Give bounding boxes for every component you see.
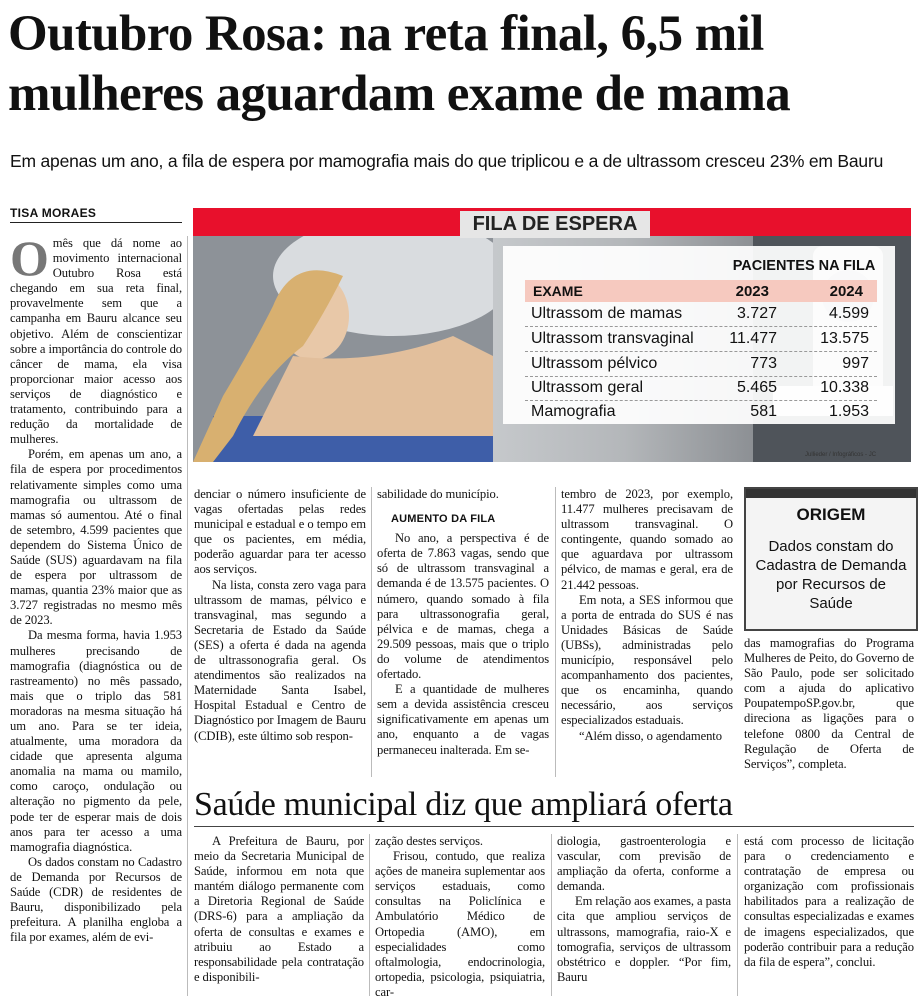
origem-bar <box>746 489 916 498</box>
paragraph: Porém, em apenas um ano, a fila de espera por procedimentos relativamente simples como uma mamografia ou ultrassom de mamas só aumentou. Até o final de setembro, 4.599 pacientes que dependem do Sistema Único de Saúde (SUS) aguardavam na fila de espera por ultrassom de mamas, quantia 23% maior que as 3.727 registradas no mesmo mês de 2023. <box>10 447 182 628</box>
paragraph: diologia, gastroenterologia e vascular, com previsão de ampliação da oferta, conforme a demanda. <box>557 834 731 894</box>
paragraph: das mamografias do Programa Mulheres de Peito, do Governo de São Paulo, pode ser solicitado com a ajuda do aplicativo PoupatempoSP.gov.br, que direciona as ligações para o telefone 0800 da Central de Regulação de Oferta de Serviços”, completa. <box>744 636 914 771</box>
cell-2024: 4.599 <box>828 305 869 322</box>
cell-exam: Ultrassom pélvico <box>531 355 658 372</box>
section-column-4 <box>744 834 914 970</box>
origem-title: ORIGEM <box>796 505 866 524</box>
article-column-5 <box>744 636 914 772</box>
cell-2023: 581 <box>750 403 777 420</box>
column-divider <box>187 236 188 996</box>
paragraph-text: mês que dá nome ao movimento internacional Outubro Rosa está chegando em sua reta final, provavelmente sem que a campanha em Bauru alcance seu objetivo. Além de conscientizar sobre a importância do controle do câncer de mama, ela visa proporcionar maior acesso aos serviços de diagnóstico e tratamento, contribuindo para a redução da mortalidade de mulheres. <box>10 236 182 447</box>
byline-rule <box>10 222 182 223</box>
section-headline: Saúde municipal diz que ampliará oferta <box>194 786 733 823</box>
table-header-row <box>525 280 877 302</box>
origem-box <box>744 487 918 631</box>
paragraph: zação destes serviços. <box>375 834 483 848</box>
table-row <box>525 352 877 377</box>
cell-2023: 5.465 <box>736 379 777 396</box>
origem-text: Dados constam do Cadastra de Demanda por Recursos de Saúde <box>755 538 907 612</box>
paragraph: Da mesma forma, havia 1.953 mulheres precisando de mamografia (diagnóstica ou de rastreamento) no mês passado, mais que o triplo das 581 moradoras na mesma situação há um ano. Para se ter ideia, atualmente, uma moradora da cidade que apresenta alguma anomalia na mama ou mamilo, como caroço, ondulação ou alteração no pigmento da pele, pode ter de esperar mais de dois anos para ter acesso a uma mamografia diagnóstica. <box>10 628 182 854</box>
article-column-1 <box>10 230 182 945</box>
column-divider <box>371 487 372 777</box>
table-group-header: PACIENTES NA FILA <box>732 258 876 274</box>
infographic-title: FILA DE ESPERA <box>460 211 650 238</box>
infographic-credit: Jullieder / Infográficos - JC <box>805 452 877 458</box>
column-divider <box>369 834 370 996</box>
column-divider <box>737 834 738 996</box>
paragraph: Os dados constam no Cadastro de Demanda por Recursos de Saúde (CDR) de residentes de Bauru, disponibilizado pela prefeitura. A planilha engloba a fila por exames, além de evi- <box>10 854 182 945</box>
section-column-2 <box>375 834 545 1000</box>
cell-exam: Ultrassom transvaginal <box>531 330 694 347</box>
cell-exam: Mamografia <box>531 403 616 420</box>
article-column-4 <box>561 487 733 744</box>
table-row <box>525 327 877 352</box>
infographic <box>193 208 911 462</box>
cell-2024: 1.953 <box>828 403 869 420</box>
byline: TISA MORAES <box>10 206 97 220</box>
col-2024-header: 2024 <box>829 283 863 300</box>
paragraph <box>10 230 182 447</box>
column-divider <box>555 487 556 777</box>
section-rule <box>194 826 914 827</box>
paragraph: Na lista, consta zero vaga para ultrassom de mamas, pélvico e transvaginal, mas segundo a Secretaria de Estado da Saúde (SES) a oferta é dada na agenda de ultrassonografia geral. Os atendimentos são realizados na Maternidade Santa Isabel, Hospital Estadual e Centro de Diagnóstico por Imagem de Bauru (CDIB), este último sob respon- <box>194 577 366 743</box>
paragraph: Frisou, contudo, que realiza ações de maneira suplementar aos serviços estaduais, como consultas na Policlínica e Ambulatório Médico de Ortopedia (AMO), em especialidades como oftalmologia, endocrinologia, ortopedia, psicologia, psiquiatria, car- <box>375 849 545 999</box>
subheading: AUMENTO DA FILA <box>391 513 496 526</box>
cell-exam: Ultrassom de mamas <box>531 305 683 322</box>
paragraph: denciar o número insuficiente de vagas ofertadas pelas redes municipal e estadual e o tempo em que os pacientes, em média, poderão aguardar para ter acesso aos serviços. <box>194 487 366 577</box>
paragraph: “Além disso, o agendamento <box>579 728 722 743</box>
paragraph: está com processo de licitação para o credenciamento e contratação de empresa ou organização com profissionais habilitados para a realização de consultas especializadas e exames de imagens especializados, que poderão contribuir para a redução da fila de espera”, conclui. <box>744 834 914 969</box>
cell-2023: 3.727 <box>736 305 777 322</box>
cell-2024: 13.575 <box>820 330 869 347</box>
paragraph: E a quantidade de mulheres sem a devida assistência cresceu significativamente em apenas um ano, enquanto a de vagas permaneceu inalterada. Em se- <box>377 682 549 757</box>
paragraph: No ano, a perspectiva é de oferta de 7.863 vagas, sendo que só de ultrassom transvaginal a demanda é de 13.575 pacientes. O número, quando somado à fila para ultrassonografia geral, pélvica e de mamas, chega a 29.509 pessoas, mais que o triplo do volume de atendimentos ofertado. <box>377 531 549 682</box>
paragraph: sabilidade do município. <box>377 487 499 501</box>
paragraph: A Prefeitura de Bauru, por meio da Secretaria Municipal de Saúde, informou em nota que mantém diálogo permanente com a Diretoria Regional de Saúde (DRS-6) para a ampliação da oferta de consultas e exames e atribuiu ao Estado a responsabilidade pela contratação e disponibili- <box>194 834 364 984</box>
cell-2024: 10.338 <box>820 379 869 396</box>
article-column-3 <box>377 487 549 758</box>
cell-exam: Ultrassom geral <box>531 379 644 396</box>
table-row <box>525 302 877 327</box>
dropcap: O <box>10 230 49 286</box>
col-exam-header: EXAME <box>533 283 583 299</box>
table-row <box>525 400 877 424</box>
section-column-3 <box>557 834 731 985</box>
paragraph: tembro de 2023, por exemplo, 11.477 mulheres precisavam de ultrassom transvaginal. O contingente, quando somado ao que aguardava por ultrassom pélvico, de mamas e geral, era de 21.442 pessoas. <box>561 487 733 592</box>
cell-2023: 11.477 <box>729 330 777 347</box>
table-row <box>525 376 877 401</box>
mammography-photo-illustration <box>193 236 493 462</box>
article-column-2 <box>194 487 366 744</box>
headline: Outubro Rosa: na reta final, 6,5 mil mulheres aguardam exame de mama <box>8 6 791 122</box>
section-column-1 <box>194 834 364 985</box>
paragraph: Em relação aos exames, a pasta cita que ampliou serviços de ultrassons, mamografia, raio-X e tomografia, serviços de ultrassom obstétrico e doppler. “Por fim, Bauru <box>557 894 731 984</box>
cell-2023: 773 <box>750 355 777 372</box>
col-2023-header: 2023 <box>735 283 769 300</box>
column-divider <box>551 834 552 996</box>
cell-2024: 997 <box>842 355 869 372</box>
paragraph: Em nota, a SES informou que a porta de entrada do SUS é nas Unidades Básicas de Saúde (UBSs), administradas pelo município, responsável pelo acompanhamento dos pacientes, que os encaminha, quando necessário, aos serviços especializados estaduais. <box>561 592 733 728</box>
subtitle: Em apenas um ano, a fila de espera por mamografia mais do que triplicou e a de ultrassom cresceu 23% em Bauru <box>10 151 884 171</box>
